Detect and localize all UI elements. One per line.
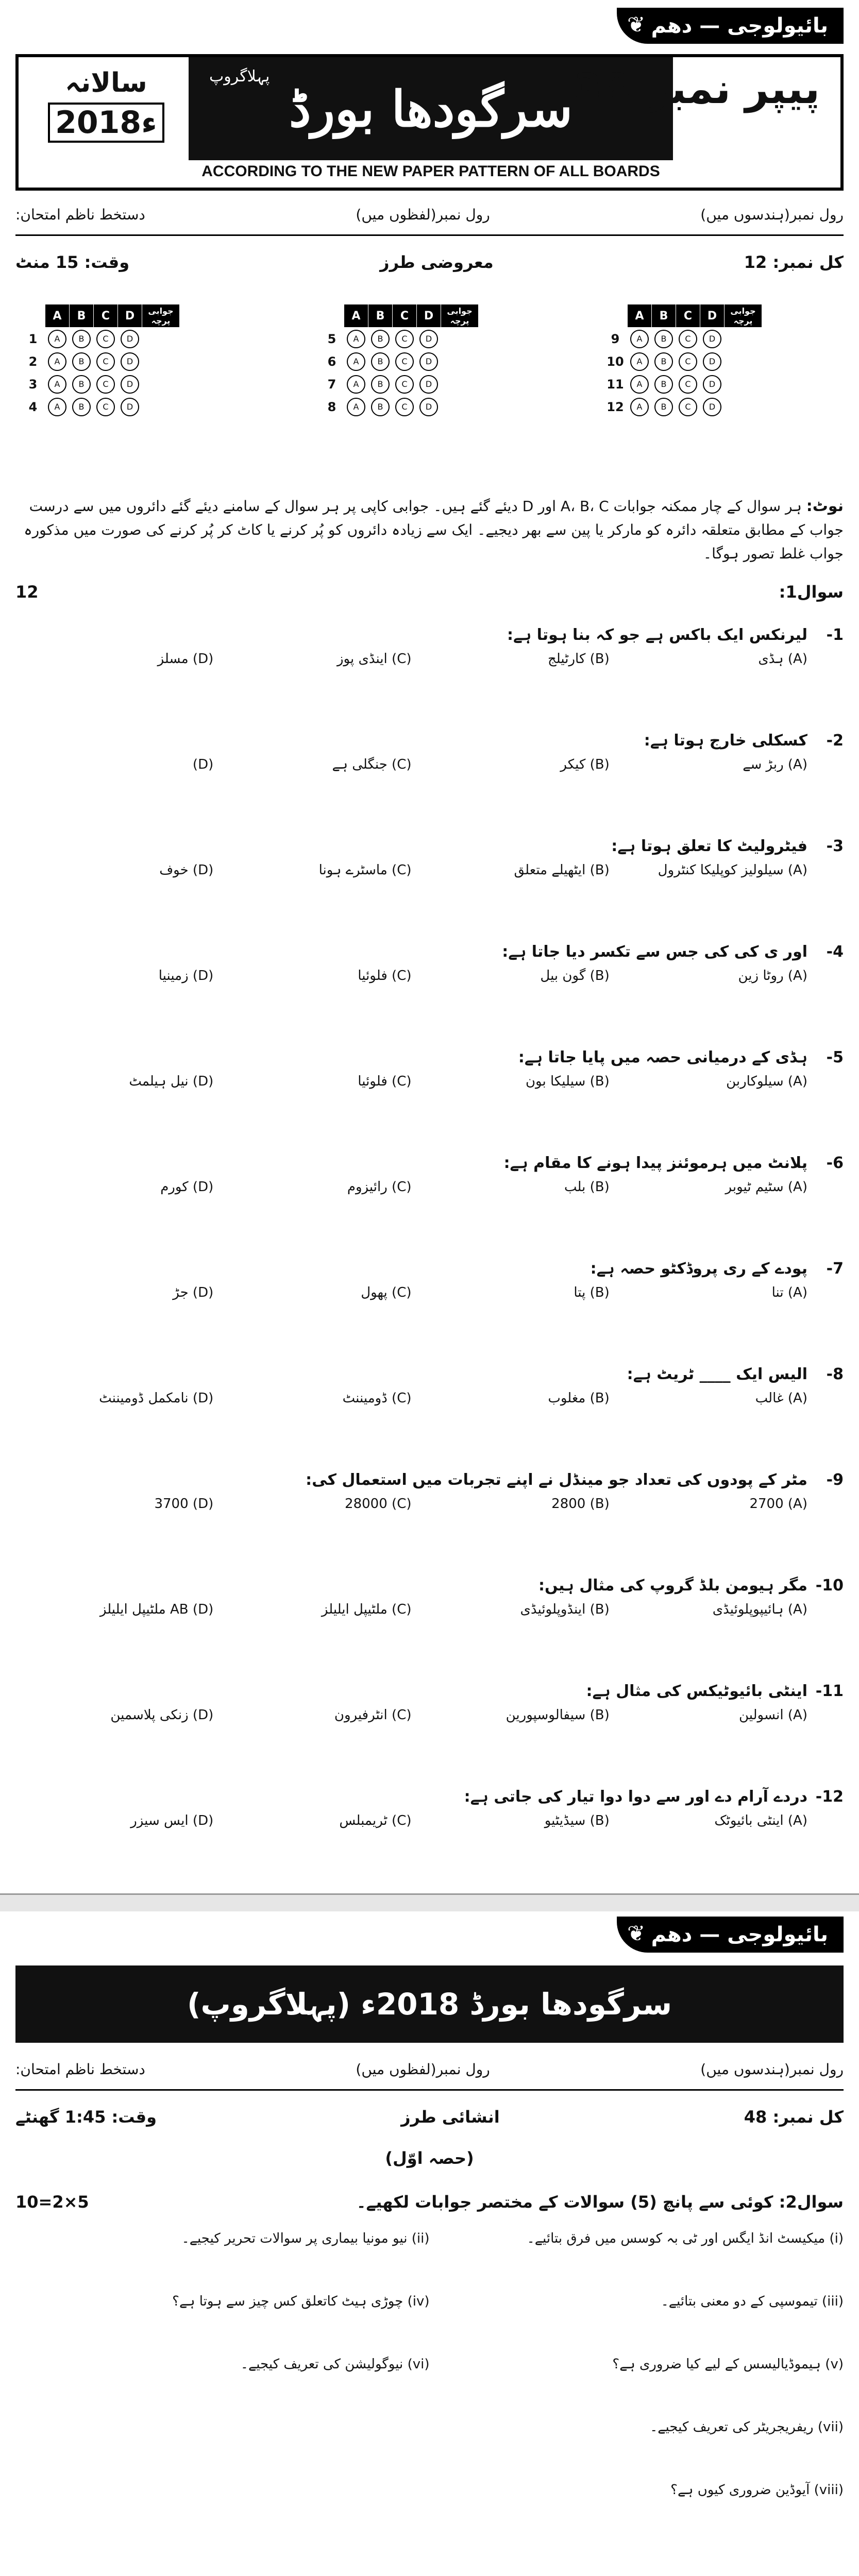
omr-label: جوابی پرچہ [725,304,762,328]
omr-bubble[interactable]: A [630,352,649,371]
mcq-number: 7- [826,1260,844,1278]
omr-header-b: B [70,304,94,328]
mcq-number: 10- [815,1577,844,1595]
question-part [15,2419,430,2435]
mcq-option[interactable]: (C) جنگلی ہے [332,757,412,772]
mcq-number: 3- [826,837,844,855]
mcq-option[interactable]: (A) ربڑ سے [743,757,807,772]
mcq-option[interactable]: (D) کورم [160,1179,214,1195]
roll-number-row [15,2061,844,2078]
mcq-stem: اور ی کی کی جس سے تکسر دیا جاتا ہے: [502,943,807,961]
question-part: (i) میکیسٹ انڈ ایگس اور ٹی بہ کوسس میں فرق بتائیے۔ [527,2231,844,2246]
mcq-option[interactable]: (B) سیفالوسپورین [506,1707,610,1723]
mcq-question [15,1048,844,1089]
omr-label: جوابی پرچہ [441,304,479,328]
omr-header-d: D [118,304,142,328]
omr-bubble[interactable]: D [419,352,438,371]
omr-bubble[interactable]: B [371,352,390,371]
roll-number-words: رول نمبر(لفظوں میں) [356,2061,490,2078]
omr-bubble[interactable]: D [703,375,721,394]
mcq-stem: دردے آرام دے اور سے دوا دوا تیار کی جاتی ہے: [464,1788,807,1806]
invigilator-signature: دستخط ناظم امتحان: [15,2061,145,2078]
omr-header-d: D [417,304,441,328]
group-label: پہلاگروپ [209,67,270,86]
mcq-option[interactable]: (A) ہائیپوپلوئیڈی [712,1602,807,1617]
mcq-question [15,1788,844,1828]
question-part: (iv) چوڑی ہیٹ کاتعلق کس چیز سے ہوتا ہے؟ [172,2294,430,2309]
omr-bubble[interactable]: C [679,352,697,371]
total-marks: کل نمبر: 12 [744,252,844,272]
mcq-option[interactable]: (A) انسولین [738,1707,807,1723]
omr-qnum: 2 [28,354,38,369]
mcq-number: 6- [826,1154,844,1172]
mcq-stem: کسکلی خارج ہوتا ہے: [644,732,807,750]
omr-bubble[interactable]: D [703,330,721,348]
question-part: (ii) نیو مونیا بیماری پر سوالات تحریر کیجیے۔ [181,2231,430,2246]
year-box [39,67,173,143]
mcq-option[interactable]: (D) نیل ہیلمٹ [129,1074,214,1089]
omr-bubble[interactable]: D [121,330,139,348]
roll-number-digits: رول نمبر(ہندسوں میں) [700,2061,844,2078]
mcq-option[interactable]: (C) انٹرفیرون [334,1707,412,1723]
omr-header-a: A [45,304,70,328]
omr-bubble[interactable]: D [419,398,438,416]
omr-grid-1-4 [21,304,180,418]
mcq-question [15,1577,844,1617]
mcq-option[interactable]: (D) [192,757,214,772]
mcq-question [15,1682,844,1723]
omr-qnum: 8 [327,400,336,414]
subject-label: بائیولوجی — دھم [651,14,828,38]
mcq-option[interactable]: (B) گون بیل [540,968,610,984]
paper-number: پیپر نمبر 38 [573,65,820,113]
title-banner [15,54,844,191]
mcq-question [15,732,844,772]
omr-qnum: 1 [28,332,38,346]
roll-number-digits: رول نمبر(ہندسوں میں) [700,206,844,223]
mcq-stem: پلانٹ میں ہرموئنز پیدا ہونے کا مقام ہے: [503,1154,807,1172]
question-part: (vi) نیوگولیشن کی تعریف کیجیے۔ [240,2357,430,2372]
omr-bubble[interactable]: A [347,330,365,348]
omr-bubble[interactable]: D [121,352,139,371]
question-part-row [15,2357,844,2372]
omr-qnum: 9 [611,332,620,346]
omr-bubble[interactable]: B [371,398,390,416]
omr-bubble[interactable]: B [654,375,673,394]
subject-tag [617,1917,844,1953]
omr-qnum: 3 [28,377,38,392]
mcq-stem: لیرنکس ایک باکس ہے جو کہ بنا ہوتا ہے: [507,626,807,644]
omr-bubble[interactable]: A [347,398,365,416]
mcq-option[interactable]: (B) مغلوب [548,1391,610,1406]
omr-header-c: C [676,304,700,328]
mcq-number: 2- [826,732,844,750]
omr-bubble[interactable]: A [48,352,66,371]
divider-line [15,2089,844,2091]
omr-bubble[interactable]: B [72,375,91,394]
mcq-stem: مٹر کے پودوں کی تعداد جو مینڈل نے اپنے تجربات میں استعمال کی: [306,1471,807,1489]
omr-bubble[interactable]: C [679,375,697,394]
mcq-question [15,1365,844,1406]
omr-bubble[interactable]: D [703,398,721,416]
omr-label: جوابی پرچہ [142,304,180,328]
mcq-number: 1- [826,626,844,644]
note-label: نوٹ: [806,497,844,515]
omr-header-c: C [94,304,118,328]
omr-grid-5-8 [319,304,479,418]
mcq-option[interactable]: (A) روٹا زین [738,968,807,984]
omr-bubble[interactable]: C [679,398,697,416]
mcq-option[interactable]: (B) کیکر [560,757,610,772]
roll-number-row [15,206,844,223]
board-title: سرگودھا بورڈ [289,79,573,138]
mcq-option[interactable]: (A) 2700 [749,1496,807,1512]
question-part: (viii) آیوڈین ضروری کیوں ہے؟ [670,2482,844,2498]
mcq-option[interactable]: (A) اینٹی بائیوٹک [714,1813,807,1828]
mcq-option[interactable]: (C) ٹریمبلس [339,1813,412,1828]
question1-header [15,582,844,602]
mcq-option[interactable]: (D) AB ملٹیپل ایلیلز [99,1602,214,1617]
mcq-stem: مگر ہیومن بلڈ گروپ کی مثال ہیں: [538,1577,807,1595]
omr-bubble[interactable]: B [654,398,673,416]
question1-label: سوال1: [779,582,844,602]
mcq-option[interactable]: (D) ایس سیزر [130,1813,214,1828]
mcq-stem: الیس ایک ____ ٹریٹ ہے: [627,1365,807,1383]
omr-header-b: B [652,304,676,328]
omr-bubble[interactable]: A [48,398,66,416]
omr-qnum: 5 [327,332,336,346]
question-part-row [15,2419,844,2435]
mcq-option[interactable]: (C) 28000 [345,1496,412,1512]
omr-qnum: 11 [607,377,624,392]
question-part-row [15,2294,844,2309]
mcq-option[interactable]: (B) بلب [564,1179,610,1195]
omr-qnum: 10 [607,354,624,369]
mcq-question [15,1471,844,1512]
invigilator-signature: دستخط ناظم امتحان: [15,206,145,223]
mcq-stem: اینٹی بائیوٹیکس کی مثال ہے: [586,1682,807,1700]
omr-header-d: D [700,304,725,328]
omr-qnum: 4 [28,400,38,414]
question-part: (iii) تیموسپی کے دو معنی بتائیے۔ [661,2294,844,2309]
subject-label: بائیولوجی — دھم [651,1923,828,1946]
omr-bubble[interactable]: C [679,330,697,348]
question2-marks: 5×2=10 [15,2192,89,2212]
mcq-option[interactable]: (C) اینڈی پوز [336,651,412,667]
paper-type: معروضی طرز [380,252,494,272]
mcq-number: 12- [815,1788,844,1806]
mcq-option[interactable]: (C) رائیزوم [347,1179,412,1195]
roll-number-words: رول نمبر(لفظوں میں) [356,206,490,223]
omr-header-b: B [368,304,393,328]
mcq-option[interactable]: (D) نامکمل ڈومیننٹ [99,1391,214,1406]
omr-bubble[interactable]: D [703,352,721,371]
mcq-option[interactable]: (C) فلوئیا [358,968,412,984]
mcq-number: 4- [826,943,844,961]
omr-bubble[interactable]: A [630,330,649,348]
omr-bubble[interactable]: D [419,375,438,394]
time-allowed: وقت: 15 منٹ [15,252,130,272]
omr-bubble[interactable]: B [72,330,91,348]
mcq-option[interactable]: (A) سیلوکاربن [726,1074,807,1089]
divider-line [15,234,844,236]
mcq-question [15,1260,844,1300]
omr-bubble[interactable]: A [48,375,66,394]
mcq-option[interactable]: (B) کارٹیلج [548,651,610,667]
mcq-option[interactable]: (A) سیلولیز کوپلیکا کنٹرول [658,862,807,878]
mcq-option[interactable]: (A) سٹیم ٹیوبر [725,1179,807,1195]
mcq-question [15,1154,844,1195]
instruction-note [15,495,844,566]
question-part: (v) ہیموڈیالیسس کے لیے کیا ضروری ہے؟ [612,2357,844,2372]
omr-qnum: 7 [327,377,336,392]
mcq-stem: پودے کے ری پروڈکٹو حصہ ہے: [590,1260,807,1278]
mcq-option[interactable]: (C) ماسٹرے ہونا [318,862,412,878]
mcq-option[interactable]: (C) پھول [361,1285,412,1300]
mcq-stem: فیٹرولیٹ کا تعلق ہوتا ہے: [611,837,807,855]
omr-qnum: 6 [327,354,336,369]
omr-bubble[interactable]: A [48,330,66,348]
omr-grid-9-12 [603,304,762,418]
total-marks: کل نمبر: 48 [744,2107,844,2127]
omr-header-c: C [393,304,417,328]
omr-bubble[interactable]: C [395,375,414,394]
mcq-number: 9- [826,1471,844,1489]
omr-bubble[interactable]: A [630,398,649,416]
question-part [15,2482,430,2498]
subject-tag [617,8,844,44]
subjective-sheet [0,1911,859,2576]
ornament-icon: ❦ [627,1921,646,1946]
mcq-question [15,943,844,984]
omr-bubble[interactable]: A [630,375,649,394]
omr-bubble[interactable]: B [371,375,390,394]
paper-info-row [15,2107,844,2127]
omr-bubble[interactable]: C [96,375,115,394]
question-part-row [15,2231,844,2246]
mcq-number: 8- [826,1365,844,1383]
mcq-option[interactable]: (D) زنکی پلاسمین [110,1707,214,1723]
ornament-icon: ❦ [627,12,646,37]
mcq-option[interactable]: (A) غالب [755,1391,807,1406]
omr-bubble[interactable]: D [121,398,139,416]
mcq-option[interactable]: (B) پتا [574,1285,610,1300]
omr-bubble[interactable]: B [371,330,390,348]
mcq-stem: ہڈی کے درمیانی حصہ میں پایا جاتا ہے: [518,1048,807,1066]
omr-bubble[interactable]: B [654,352,673,371]
mcq-option[interactable]: (A) تنا [771,1285,807,1300]
question-part: (vii) ریفریجریٹر کی تعریف کیجیے۔ [650,2419,844,2435]
omr-bubble[interactable]: C [395,352,414,371]
omr-bubble[interactable]: D [121,375,139,394]
board-header: سرگودھا بورڈ 2018ء (پہلاگروپ) [15,1965,844,2043]
mcq-option[interactable]: (B) اینڈوپلوئیڈی [520,1602,610,1617]
mcq-option[interactable]: (D) مسلز [157,651,214,667]
part1-title: (حصہ اوّل) [385,2148,474,2168]
omr-bubble[interactable]: C [96,330,115,348]
omr-bubble[interactable]: C [96,352,115,371]
omr-header-a: A [628,304,652,328]
question2-parts [15,2231,844,2545]
paper-type: انشائی طرز [401,2107,500,2127]
mcq-number: 5- [826,1048,844,1066]
omr-bubble[interactable]: B [72,398,91,416]
omr-bubble[interactable]: C [96,398,115,416]
question-part-row [15,2482,844,2498]
mcq-option[interactable]: (A) ہڈی [758,651,807,667]
omr-bubble[interactable]: C [395,398,414,416]
mcq-option[interactable]: (D) زمینیا [158,968,214,984]
mcq-option[interactable]: (C) ڈومیننٹ [342,1391,412,1406]
annual-label: سالانہ [65,67,147,98]
mcq-option[interactable]: (D) خوف [159,862,214,878]
mcq-option[interactable]: (B) سیڈیٹیو [544,1813,610,1828]
mcq-option[interactable]: (C) ملٹیپل ایلیلز [321,1602,412,1617]
mcq-option[interactable]: (C) فلوئیا [358,1074,412,1089]
mcq-number: 11- [815,1682,844,1700]
mcq-option[interactable]: (B) سیلیکا بون [525,1074,610,1089]
omr-bubble[interactable]: C [395,330,414,348]
omr-bubble[interactable]: B [654,330,673,348]
omr-bubble[interactable]: B [72,352,91,371]
omr-bubble[interactable]: A [347,352,365,371]
mcq-option[interactable]: (B) ایٹھیلے متعلق [514,862,610,878]
mcq-option[interactable]: (D) 3700 [154,1496,214,1512]
time-allowed: وقت: 1:45 گھنٹے [15,2107,157,2127]
omr-bubble[interactable]: D [419,330,438,348]
mcq-question [15,837,844,878]
question2-header [15,2192,844,2212]
mcq-option[interactable]: (B) 2800 [551,1496,610,1512]
pattern-caption: ACCORDING TO THE NEW PAPER PATTERN OF ALL BOARDS [201,163,660,180]
paper-info-row [15,252,844,272]
question1-marks: 12 [15,582,39,602]
mcq-question [15,626,844,667]
note-text: ہر سوال کے چار ممکنہ جوابات A، B، C اور D دیئے گئے ہیں۔ جوابی کاپی پر ہر سوال کے سامنے دیئے گئے دائروں میں سے درست جواب کے مطابق متعلقہ دائرہ کو مارکر یا پین سے بھر دیجیے۔ ایک سے زیادہ دائروں کو پُر کرنے یا کاٹ کر پُر کرنے کی صورت میں مذکورہ جواب غلط تصور ہوگا۔ [24,498,844,562]
mcq-option[interactable]: (D) جڑ [173,1285,214,1300]
omr-qnum: 12 [607,400,624,414]
omr-header-a: A [344,304,368,328]
year-label: 2018ء [48,103,164,143]
omr-bubble[interactable]: A [347,375,365,394]
question2-label: سوال2: کوئی سے پانچ (5) سوالات کے مختصر جوابات لکھیے۔ [356,2192,844,2212]
